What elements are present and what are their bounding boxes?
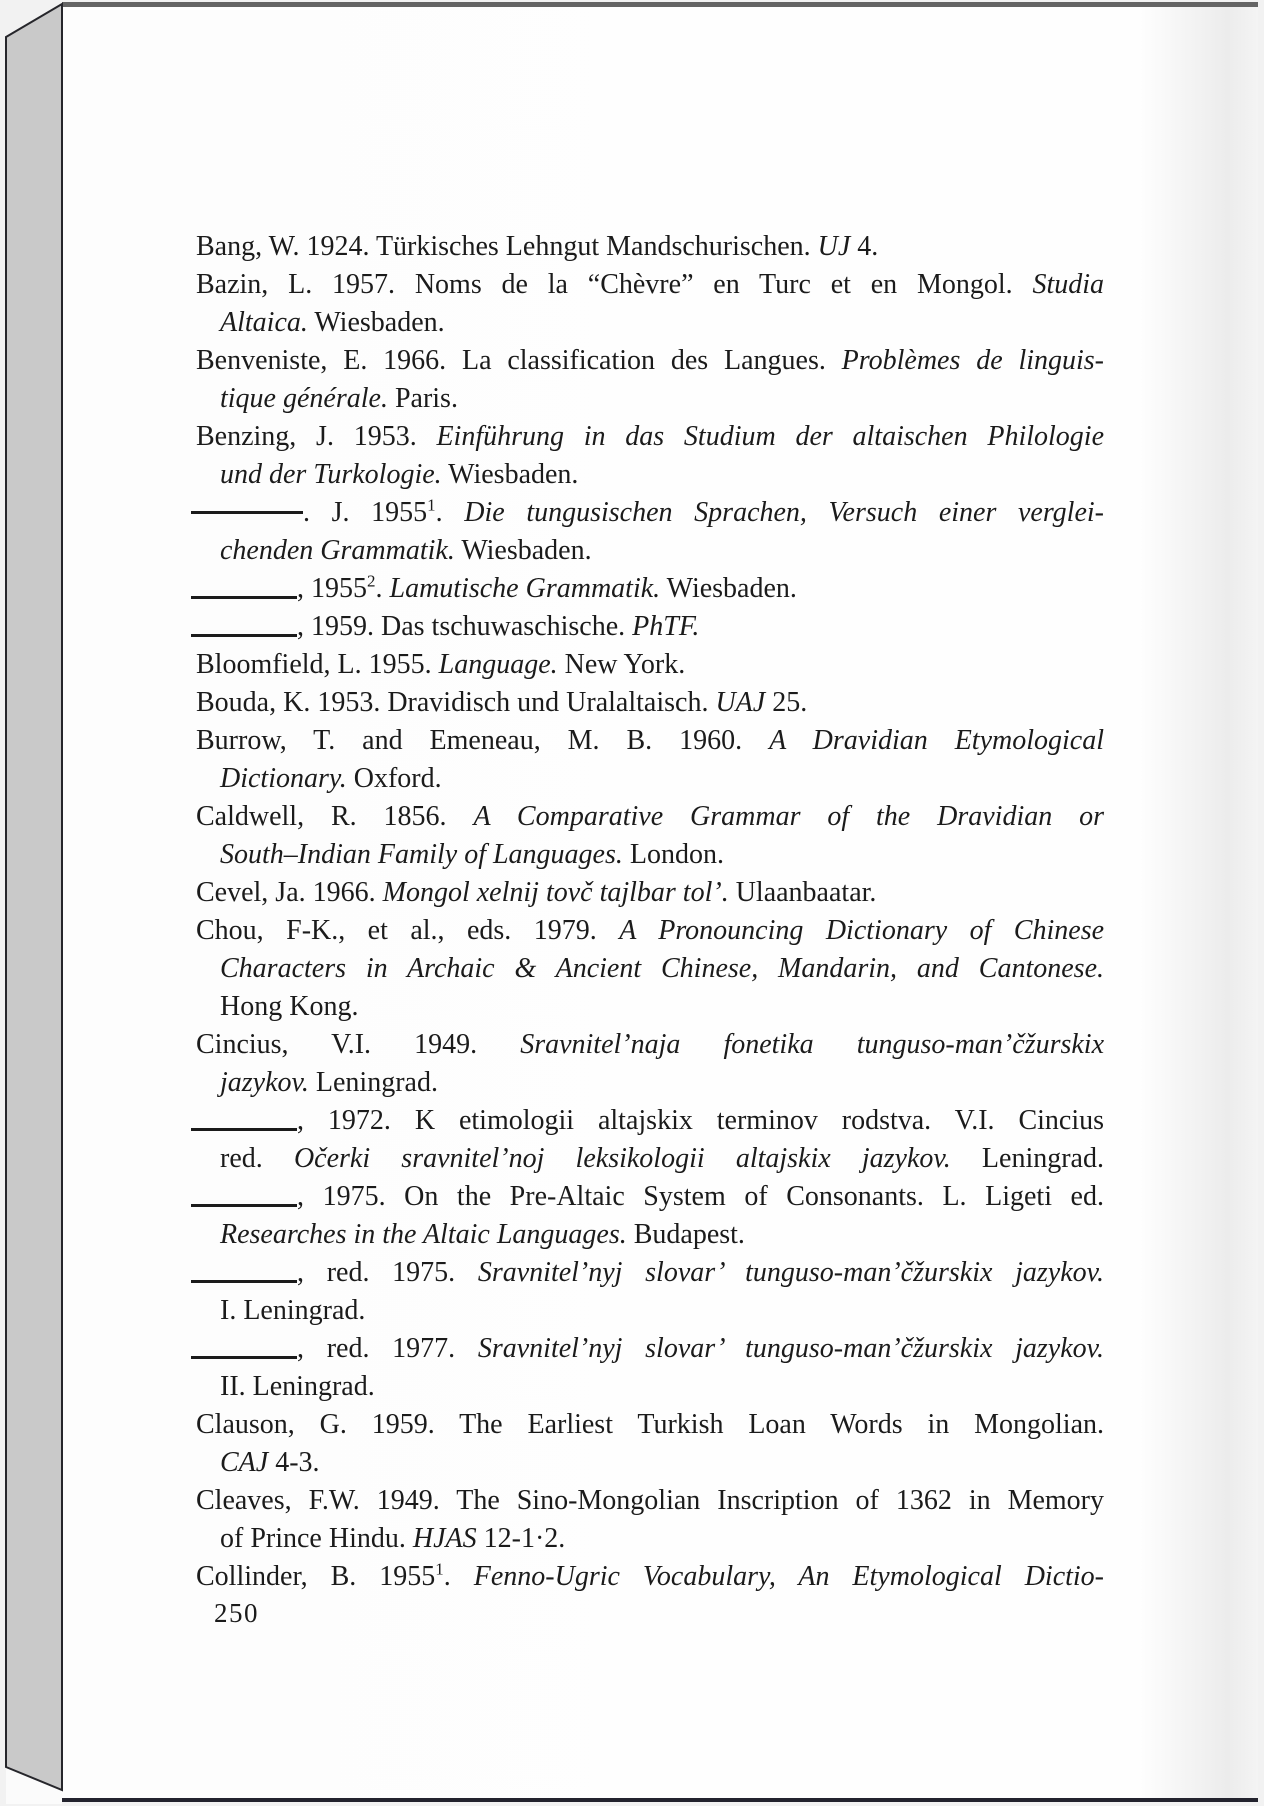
bib-text-segment: Altaica. <box>220 307 308 338</box>
bib-text-segment: Bloomfield, L. 1955. <box>196 649 439 680</box>
bib-text-segment: UJ <box>817 231 851 262</box>
bib-text-segment: Ulaanbaatar. <box>728 877 877 908</box>
bib-text-segment: Cevel, Ja. 1966. <box>196 877 383 908</box>
bib-text-segment: . J. 1955 <box>303 497 428 528</box>
page-edge-strip <box>6 4 62 1790</box>
bib-text-segment: II. Leningrad. <box>220 1371 375 1402</box>
bib-line <box>196 570 1104 608</box>
bib-line <box>196 228 1104 266</box>
bib-text-segment: , 1955 <box>297 573 367 604</box>
bib-text-segment: . <box>375 573 390 604</box>
bib-text-segment: Mongol xelnij tovč tajlbar tol’. <box>382 877 729 908</box>
bib-line <box>196 1406 1104 1444</box>
bib-line <box>196 418 1104 456</box>
bib-line <box>196 342 1104 380</box>
bib-line <box>196 1216 1104 1254</box>
bib-line <box>196 1330 1104 1368</box>
bib-text-segment: Researches in the Altaic Languages. <box>220 1219 627 1250</box>
repeated-author-rule <box>191 634 297 637</box>
bib-line <box>196 266 1104 304</box>
bib-text-segment: Collinder, B. 1955 <box>196 1561 436 1592</box>
bib-line <box>196 950 1104 988</box>
bib-text-segment: Clauson, G. 1959. The Earliest Turkish Loan Words in Mongolian. <box>196 1409 1104 1440</box>
repeated-author-rule <box>191 1204 297 1207</box>
bib-line <box>196 798 1104 836</box>
repeated-author-rule <box>191 1280 297 1283</box>
bib-text-segment: Einführung in das Studium der altaischen Philologie <box>436 421 1104 452</box>
bib-line <box>196 1520 1104 1558</box>
bib-text-segment: Bazin, L. 1957. Noms de la “Chèvre” en Turc et en Mongol. <box>196 269 1033 300</box>
bib-text-segment: A Comparative Grammar of the Dravidian or <box>473 801 1105 832</box>
bib-text-segment: Wiesbaden. <box>441 459 579 490</box>
bib-text-segment: 2 <box>367 571 376 591</box>
bib-line <box>196 380 1104 418</box>
bib-text-segment: , red. 1975. <box>297 1257 478 1288</box>
bib-text-segment: , red. 1977. <box>297 1333 478 1364</box>
bib-text-segment: Burrow, T. and Emeneau, M. B. 1960. <box>196 725 770 756</box>
bib-text-segment: . <box>435 497 465 528</box>
bib-text-segment: . <box>443 1561 474 1592</box>
bib-line <box>196 494 1104 532</box>
bib-text-segment: Hong Kong. <box>220 991 359 1022</box>
repeated-author-rule <box>191 1356 297 1359</box>
bib-line <box>196 760 1104 798</box>
bib-line <box>196 1102 1104 1140</box>
bib-text-segment: jazykov. <box>220 1067 309 1098</box>
bib-text-segment: Budapest. <box>626 1219 745 1250</box>
bib-line <box>196 1064 1104 1102</box>
bib-text-segment: 1 <box>435 1559 444 1579</box>
bib-line <box>196 608 1104 646</box>
bib-line <box>196 456 1104 494</box>
bib-text-segment: , 1975. On the Pre-Altaic System of Consonants. L. Ligeti ed. <box>297 1181 1104 1212</box>
bib-line <box>196 1254 1104 1292</box>
bib-line <box>196 1140 1104 1178</box>
bib-line <box>196 1444 1104 1482</box>
bib-text-segment: Studia <box>1032 269 1104 300</box>
bib-text-segment: , 1959. Das tschuwaschische. <box>297 611 633 642</box>
bib-text-segment: Cleaves, F.W. 1949. The Sino-Mongolian Inscription of 1362 in Memory <box>196 1485 1104 1516</box>
bib-text-segment: tique générale. <box>220 383 388 414</box>
bib-text-segment: 25. <box>765 687 808 718</box>
bib-text-segment: Benveniste, E. 1966. La classification des Langues. <box>196 345 842 376</box>
bib-text-segment: Sravnitel’nyj slovar’ tunguso-man’čžurskix jazykov. <box>477 1333 1104 1364</box>
bib-text-segment: Cincius, V.I. 1949. <box>196 1029 521 1060</box>
bib-text-segment: Language. <box>438 649 558 680</box>
bib-text-segment: Chou, F-K., et al., eds. 1979. <box>196 915 620 946</box>
bib-line <box>196 1368 1104 1406</box>
bib-text-segment: Paris. <box>387 383 458 414</box>
bib-text-segment: South–Indian Family of Languages. <box>220 839 623 870</box>
bib-text-segment: PhTF. <box>632 611 700 642</box>
bib-text-segment: New York. <box>557 649 686 680</box>
bib-text-segment: A Pronouncing Dictionary of Chinese <box>619 915 1105 946</box>
bib-text-segment: CAJ <box>220 1447 269 1478</box>
page-number: 250 <box>214 1598 259 1628</box>
book-page-edge <box>0 0 70 1806</box>
bib-text-segment: Bang, W. 1924. Türkisches Lehngut Mandschurischen. <box>196 231 818 262</box>
bib-text-segment: Leningrad. <box>308 1067 438 1098</box>
bibliography-text-block <box>196 228 1104 1596</box>
bib-text-segment: Leningrad. <box>950 1143 1104 1174</box>
bib-text-segment: Problèmes de linguis- <box>841 345 1105 376</box>
bib-text-segment: 4-3. <box>268 1447 320 1478</box>
bib-line <box>196 646 1104 684</box>
bib-text-segment: I. Leningrad. <box>220 1295 366 1326</box>
bib-text-segment: Fenno-Ugric Vocabulary, An Etymological Dictio- <box>473 1561 1105 1592</box>
bib-text-segment: Wiesbaden. <box>307 307 445 338</box>
bib-text-segment: Wiesbaden. <box>454 535 592 566</box>
bib-line <box>196 722 1104 760</box>
bib-text-segment: Dictionary. <box>220 763 347 794</box>
bib-text-segment: Lamutische Grammatik. <box>389 573 661 604</box>
bib-text-segment: of Prince Hindu. <box>220 1523 413 1554</box>
bib-text-segment: Očerki sravnitel’noj leksikologii altajskix jazykov. <box>293 1143 951 1174</box>
bib-text-segment: Oxford. <box>346 763 442 794</box>
bib-text-segment: chenden Grammatik. <box>220 535 455 566</box>
bib-text-segment: Bouda, K. 1953. Dravidisch und Uralaltaisch. <box>196 687 716 718</box>
bib-text-segment: , 1972. K etimologii altajskix terminov rodstva. V.I. Cincius <box>297 1105 1104 1136</box>
bib-line <box>196 1178 1104 1216</box>
bib-text-segment: Sravnitel’nyj slovar’ tunguso-man’čžurskix jazykov. <box>477 1257 1104 1288</box>
bib-line <box>196 684 1104 722</box>
bib-line <box>196 836 1104 874</box>
bib-text-segment: Caldwell, R. 1856. <box>196 801 474 832</box>
bib-text-segment: A Dravidian Etymological <box>769 725 1104 756</box>
repeated-author-rule <box>191 596 297 599</box>
bib-text-segment: Benzing, J. 1953. <box>196 421 437 452</box>
bib-text-segment: HJAS <box>412 1523 477 1554</box>
bib-text-segment: 1 <box>427 495 436 515</box>
bib-line <box>196 304 1104 342</box>
bib-text-segment: Wiesbaden. <box>660 573 797 604</box>
bib-text-segment: Die tungusischen Sprachen, Versuch einer verglei- <box>464 497 1104 528</box>
bib-text-segment: 12-1·2. <box>476 1523 566 1554</box>
bib-line <box>196 532 1104 570</box>
bib-line <box>196 874 1104 912</box>
bib-text-segment: red. <box>220 1143 294 1174</box>
repeated-author-rule <box>191 1128 297 1131</box>
bib-line <box>196 1026 1104 1064</box>
bib-line <box>196 988 1104 1026</box>
bib-text-segment: Characters in Archaic & Ancient Chinese, Mandarin, and Cantonese. <box>220 953 1104 984</box>
bib-line <box>196 912 1104 950</box>
bib-text-segment: Sravnitel’naja fonetika tunguso-man’čžurskix <box>520 1029 1104 1060</box>
bib-line <box>196 1292 1104 1330</box>
bib-text-segment: London. <box>622 839 724 870</box>
bib-line <box>196 1558 1104 1596</box>
repeated-author-rule <box>191 511 303 514</box>
bib-line <box>196 1482 1104 1520</box>
bib-text-segment: 4. <box>850 231 879 262</box>
bib-text-segment: UAJ <box>715 687 766 718</box>
bib-text-segment: und der Turkologie. <box>220 459 442 490</box>
